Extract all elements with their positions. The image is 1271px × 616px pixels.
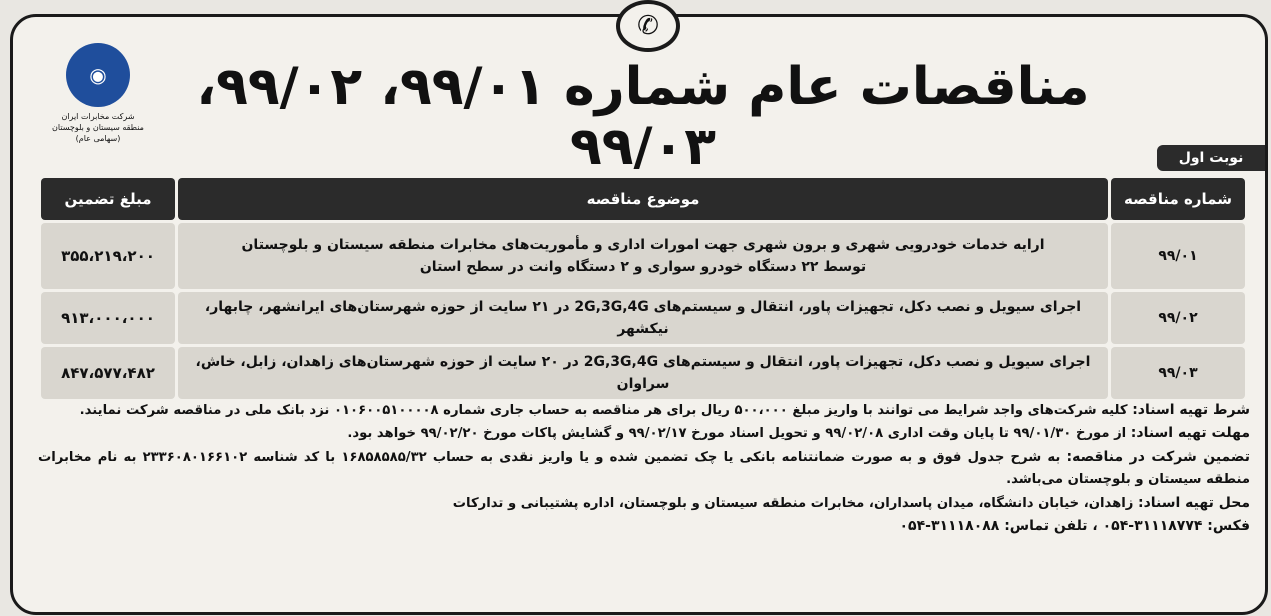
logo-caption: شرکت مخابرات ایران منطقه سیستان و بلوچستان (سهامی عام) (52, 112, 144, 143)
document-condition-label: شرط تهیه اسناد: (1132, 402, 1250, 418)
tender-number: ۹۹/۰۲ (1111, 292, 1245, 344)
tender-guarantee: ۸۴۷،۵۷۷،۴۸۲ (41, 347, 175, 399)
tender-number: ۹۹/۰۱ (1111, 223, 1245, 289)
newspaper-margin-label (0, 240, 4, 600)
tender-subject: ارایه خدمات خودرویی شهری و برون شهری جهت امورات اداری و مأموریت‌های مخابرات منطقه سیستان و بلوچستان توسط ۲۲ دستگاه خودرو سواری و ۲ دستگاه وانت در سطح استان (178, 223, 1108, 289)
table-header-row (41, 178, 1245, 220)
tender-guarantee: ۳۵۵،۲۱۹،۲۰۰ (41, 223, 175, 289)
page-title: مناقصات عام شماره ۹۹/۰۱، ۹۹/۰۲، ۹۹/۰۳ (196, 57, 1090, 177)
participation-guarantee-text: به شرح جدول فوق و به صورت ضمانتنامه بانکی یا چک تضمین شده و یا واریز نقدی به حساب ۱۶۸۵۸۵۸۵/۳۲ با کد شناسه ۲۳۳۶۰۸۰۱۶۶۱۰۲ به نام مخابرات منطقه سیستان و بلوچستان می‌باشد. (38, 449, 1250, 488)
table-row (41, 347, 1245, 399)
tender-subject: اجرای سیویل و نصب دکل، تجهیزات پاور، انتقال و سیستم‌های 2G,3G,4G در ۲۰ سایت از حوزه شهرستان‌های زاهدان، زابل، خاش، سراوان (178, 347, 1108, 399)
notice-frame (10, 14, 1268, 615)
tender-guarantee: ۹۱۳،۰۰۰،۰۰۰ (41, 292, 175, 344)
document-place (38, 492, 1250, 515)
participation-guarantee-label: تضمین شرکت در مناقصه: (1066, 448, 1250, 465)
col-subject-header: موضوع مناقصه (178, 178, 1108, 220)
tender-table (38, 175, 1248, 402)
tender-details (38, 399, 1250, 538)
round-badge: نوبت اول (1157, 145, 1265, 171)
col-number-header: شماره مناقصه (1111, 178, 1245, 220)
document-condition-text: کلیه شرکت‌های واجد شرایط می توانند با واریز مبلغ ۵۰۰،۰۰۰ ریال برای هر مناقصه به حساب جاری شماره ۰۱۰۶۰۰۵۱۰۰۰۰۸ نزد بانک ملی در مناقصه شرکت نمایند. (79, 403, 1128, 418)
contact-text: فکس: ۳۱۱۱۸۷۷۴-۰۵۴ ، تلفن تماس: ۳۱۱۱۸۰۸۸-۰۵۴ (899, 518, 1250, 535)
document-place-text: زاهدان، خیابان دانشگاه، میدان پاسداران، مخابرات منطقه سیستان و بلوچستان، اداره پشتیبانی و تدارکات (452, 495, 1134, 511)
table-row (41, 223, 1245, 289)
document-place-label: محل تهیه اسناد: (1137, 494, 1250, 511)
col-guarantee-header: مبلغ تضمین (41, 178, 175, 220)
document-deadline-label: مهلت تهیه اسناد: (1130, 425, 1250, 442)
participation-guarantee (38, 446, 1250, 492)
tci-logo-icon: ◉ (66, 43, 130, 107)
company-logo (43, 43, 153, 144)
document-deadline (38, 422, 1250, 445)
table-row (41, 292, 1245, 344)
tender-number: ۹۹/۰۳ (1111, 347, 1245, 399)
phone-icon: ✆ (616, 0, 680, 52)
document-condition (38, 399, 1250, 422)
contact-info (38, 515, 1250, 538)
tender-subject: اجرای سیویل و نصب دکل، تجهیزات پاور، انتقال و سیستم‌های 2G,3G,4G در ۲۱ سایت از حوزه شهرستان‌های ایرانشهر، چابهار، نیکشهر (178, 292, 1108, 344)
document-deadline-text: از مورخ ۹۹/۰۱/۳۰ تا پایان وقت اداری ۹۹/۰۲/۰۸ و تحویل اسناد مورخ ۹۹/۰۲/۱۷ و گشایش پاکات مورخ ۹۹/۰۲/۲۰ خواهد بود. (347, 426, 1127, 442)
